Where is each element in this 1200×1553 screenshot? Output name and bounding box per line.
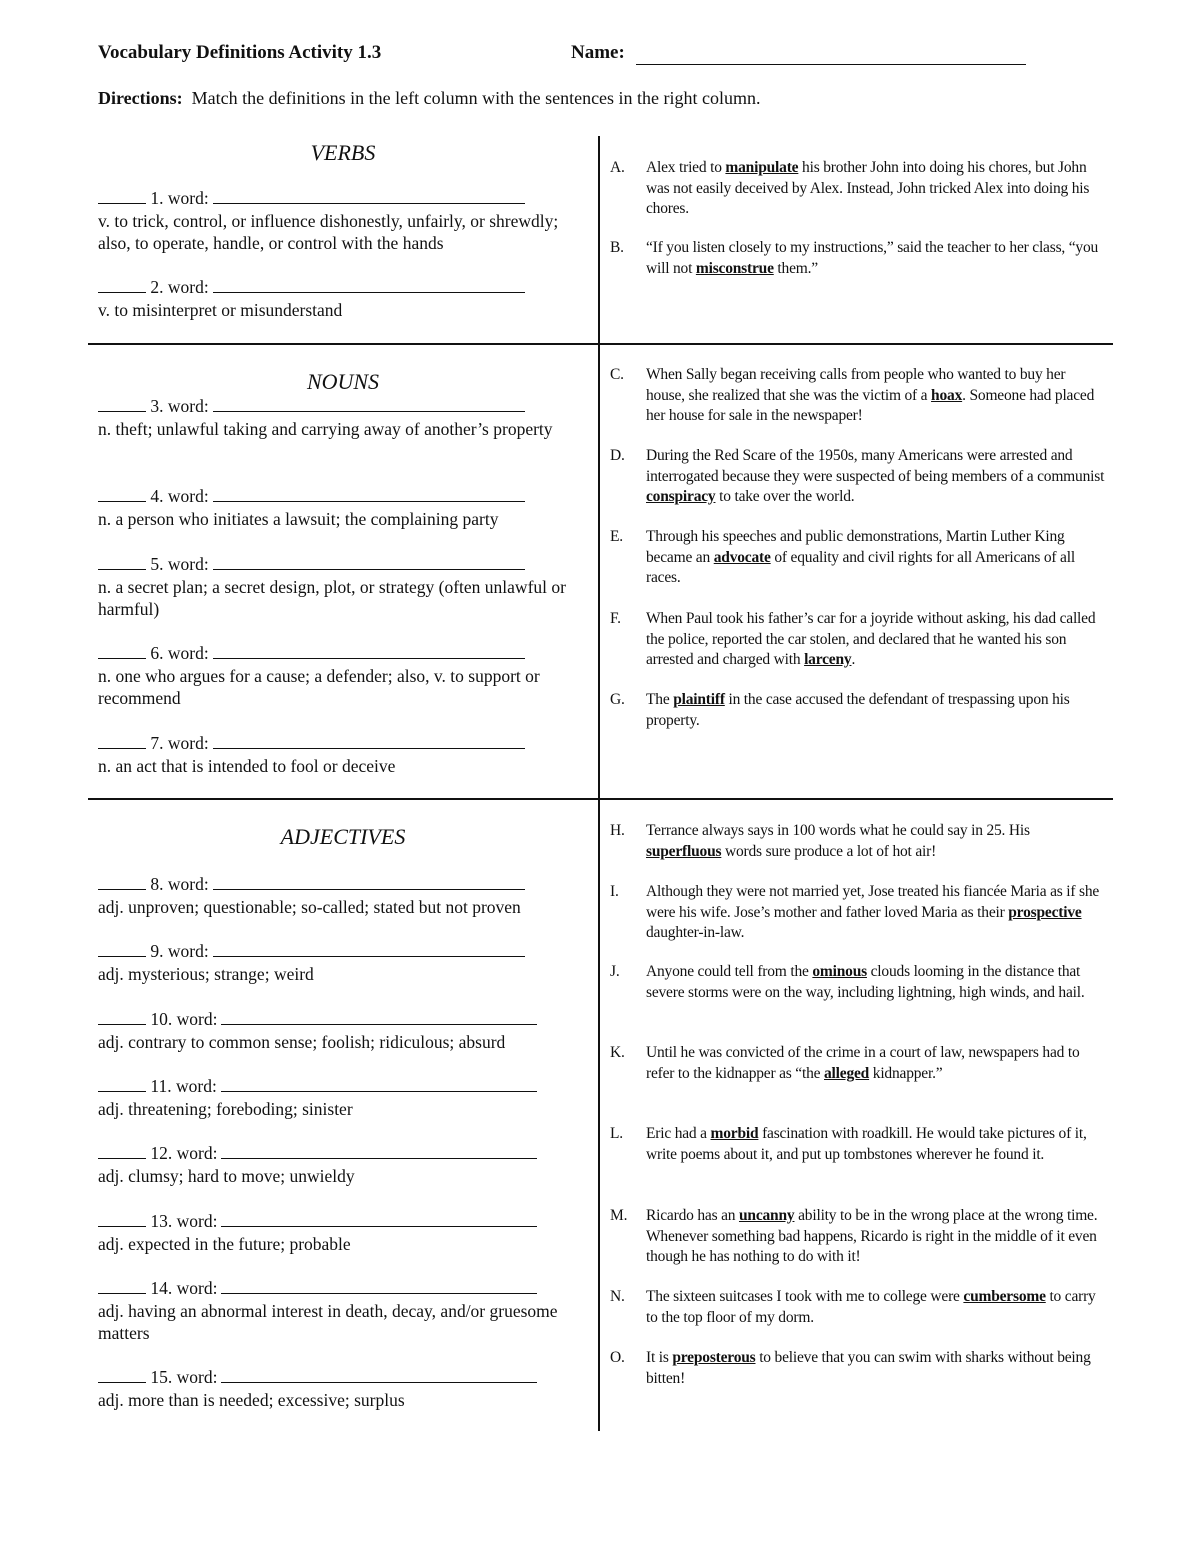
word-label: word: [167,188,209,208]
sentence-item [610,365,1105,427]
definition-item [98,1075,588,1120]
answer-line [98,395,588,418]
item-number: 10. [146,1009,177,1029]
word-blank[interactable] [221,1142,537,1159]
definition-item [98,485,588,530]
sentence-text [646,1348,1105,1389]
sentence-after: to carry to the top floor of my dorm. [646,1288,1096,1326]
sentence-item [610,882,1105,944]
sentence-text [646,821,1105,862]
vocab-term: larceny [804,651,852,668]
definition-text: adj. contrary to common sense; foolish; ridiculous; absurd [98,1031,506,1052]
word-blank[interactable] [213,276,525,293]
vocab-term: prospective [1008,903,1082,921]
sentence-item [610,1287,1105,1328]
definition-text: n. a secret plan; a secret design, plot, or strategy (often unlawful or harmful) [98,576,566,619]
directions-label: Directions: [98,88,183,108]
sentence-text [646,527,1105,589]
sentence-letter: E. [610,528,623,545]
sentence-after: . Someone had placed her house for sale in the newspaper! [646,386,1095,424]
word-blank[interactable] [213,873,525,890]
word-blank[interactable] [213,187,525,204]
item-number: 5. [146,554,168,574]
answer-line [98,642,588,665]
vocab-term: superfluous [646,842,722,860]
sentence-text [646,1043,1105,1084]
sentence-before: During the Red Scare of the 1950s, many Americans were arrested and interrogated because they were suspected of being members of a communist [646,447,1105,485]
answer-line [98,732,588,755]
letter-blank[interactable] [98,1366,146,1383]
definition-text: n. an act that is intended to fool or deceive [98,755,396,776]
letter-blank[interactable] [98,1008,146,1025]
vocab-term: advocate [713,548,771,566]
sentence-letter: C. [610,366,624,383]
heading-adjectives: ADJECTIVES [280,824,406,849]
sentence-before: Terrance always says in 100 words what he could say in 25. His [646,822,1030,839]
word-blank[interactable] [221,1210,537,1227]
sentence-before: Until he was convicted of the crime in a court of law, newspapers had to refer to the kidnapper as “the [646,1044,1080,1082]
definition-item [98,1008,588,1053]
answer-line [98,553,588,576]
sentence-text [646,1287,1105,1328]
section-divider-2 [88,798,1113,800]
vocab-term: manipulate [725,159,799,176]
sentence-before: “If you listen closely to my instructions,” said the teacher to her class, “you will not [646,239,1099,277]
item-number: 7. [146,733,168,753]
answer-line [98,276,588,299]
sentence-after: ability to be in the wrong place at the wrong time. Whenever something bad happens, Ricardo is right in the middle of it even though he has nothing to do with it! [646,1207,1098,1265]
definition-text: adj. having an abnormal interest in death, decay, and/or gruesome matters [98,1300,558,1343]
sentence-letter: K. [610,1044,625,1061]
vocab-term: plaintiff [673,691,725,708]
word-label: word: [176,1211,218,1231]
sentence-item [610,821,1105,862]
name-line [636,64,1026,65]
definition-text: adj. expected in the future; probable [98,1233,351,1254]
sentence-item [610,1124,1105,1165]
word-label: word: [175,1076,217,1096]
item-number: 4. [146,486,168,506]
letter-blank[interactable] [98,1142,146,1159]
sentence-letter: F. [610,610,621,627]
sentence-after: words sure produce a lot of hot air! [721,842,937,860]
directions-text: Match the definitions in the left column with the sentences in the right column. [191,88,761,108]
directions [98,88,761,109]
sentence-before: Eric had a [646,1125,711,1142]
word-blank[interactable] [213,553,525,570]
definition-item [98,395,588,440]
sentence-after: his brother John into doing his chores, but John was not easily deceived by Alex. Instead, John tricked Alex into doing his chores. [646,159,1090,217]
sentence-letter: B. [610,239,624,256]
vocab-term: uncanny [738,1207,795,1224]
definition-item [98,187,588,255]
sentence-before: When Paul took his father’s car for a joyride without asking, his dad called the police, reported the car stolen, and declared that he wanted his son arrested and charged with [646,610,1096,668]
sentence-letter: I. [610,883,619,900]
word-label: word: [167,643,209,663]
letter-blank[interactable] [98,553,146,570]
word-label: word: [167,486,209,506]
answer-line [98,1366,588,1389]
word-blank[interactable] [221,1277,537,1294]
word-blank[interactable] [213,642,525,659]
item-number: 3. [146,396,168,416]
worksheet-title: Vocabulary Definitions Activity 1.3 [98,42,382,63]
definition-text: n. theft; unlawful taking and carrying away of another’s property [98,418,553,439]
vocab-term: cumbersome [963,1288,1046,1305]
definition-text: adj. more than is needed; excessive; surplus [98,1389,405,1410]
word-label: word: [167,874,209,894]
definition-text: v. to trick, control, or influence dishonestly, unfairly, or shrewdly; also, to operate, handle, or control with the hands [98,210,559,253]
sentence-item [610,446,1105,508]
word-label: word: [176,1143,218,1163]
item-number: 1. [146,188,168,208]
definition-text: adj. mysterious; strange; weird [98,963,314,984]
sentence-before: Alex tried to [646,159,726,176]
item-number: 12. [146,1143,177,1163]
vocab-term: conspiracy [646,488,716,505]
letter-blank[interactable] [98,1210,146,1227]
answer-line [98,1075,588,1098]
sentence-after: fascination with roadkill. He would take pictures of it, write poems about it, and put up tombstones wherever he found it. [646,1125,1087,1163]
sentence-before: When Sally began receiving calls from people who wanted to buy her house, she realized that she was the victim of a [646,366,1066,404]
vocab-term: alleged [824,1064,870,1082]
item-number: 8. [146,874,168,894]
letter-blank[interactable] [98,873,146,890]
sentence-before: The [646,691,674,708]
sentence-after: them.” [773,259,818,277]
answer-line [98,187,588,210]
definition-text: adj. threatening; foreboding; sinister [98,1098,353,1119]
sentence-item [610,1206,1105,1268]
sentence-item [610,1348,1105,1389]
sentence-before: Ricardo has an [646,1207,739,1224]
heading-nouns: NOUNS [306,369,380,394]
letter-blank[interactable] [98,1075,146,1092]
item-number: 11. [146,1076,176,1096]
letter-blank[interactable] [98,1277,146,1294]
sentence-letter: N. [610,1288,625,1305]
sentence-after: of equality and civil rights for all Americans of all races. [646,548,1075,586]
vocab-term: misconstrue [695,259,774,277]
word-label: word: [167,554,209,574]
sentence-letter: G. [610,691,625,708]
sentence-text [646,1124,1105,1165]
sentence-before: Through his speeches and public demonstrations, Martin Luther King became an [646,528,1065,566]
definition-item [98,1210,588,1255]
sentence-letter: L. [610,1125,623,1142]
word-blank[interactable] [213,485,525,502]
letter-blank[interactable] [98,276,146,293]
letter-blank[interactable] [98,642,146,659]
letter-blank[interactable] [98,395,146,412]
sentence-after: to take over the world. [715,488,855,505]
item-number: 14. [146,1278,177,1298]
word-label: word: [176,1367,218,1387]
sentence-after: clouds looming in the distance that severe storms were on the way, including lightning, high winds, and hail. [646,963,1085,1001]
item-number: 6. [146,643,168,663]
definition-text: v. to misinterpret or misunderstand [98,299,343,320]
sentence-after: in the case accused the defendant of trespassing upon his property. [646,691,1070,729]
word-blank[interactable] [213,395,525,412]
definition-item [98,642,588,710]
item-number: 2. [146,277,168,297]
sentence-before: Anyone could tell from the [646,963,813,980]
word-blank[interactable] [221,1366,537,1383]
column-divider [598,136,600,1431]
word-blank[interactable] [221,1008,537,1025]
sentence-item [610,238,1105,279]
sentence-item [610,962,1105,1003]
answer-line [98,940,588,963]
vocab-term: preposterous [672,1349,756,1366]
word-label: word: [176,1009,218,1029]
word-label: word: [167,733,209,753]
definition-text: n. a person who initiates a lawsuit; the complaining party [98,508,499,529]
sentence-text [646,158,1105,220]
definition-text: adj. unproven; questionable; so-called; stated but not proven [98,896,521,917]
definition-item [98,1142,588,1187]
item-number: 9. [146,941,168,961]
definition-item [98,1366,588,1411]
sentence-letter: J. [610,963,620,980]
definition-item [98,276,588,321]
answer-line [98,1142,588,1165]
word-label: word: [176,1278,218,1298]
answer-line [98,1277,588,1300]
name-label: Name: [571,42,625,63]
word-blank[interactable] [221,1075,537,1092]
sentence-text [646,446,1105,508]
letter-blank[interactable] [98,187,146,204]
answer-line [98,485,588,508]
item-number: 15. [146,1367,177,1387]
word-blank[interactable] [213,940,525,957]
answer-line [98,1210,588,1233]
sentence-letter: H. [610,822,625,839]
sentence-letter: O. [610,1349,625,1366]
sentence-text [646,365,1105,427]
sentence-letter: D. [610,447,625,464]
sentence-item [610,527,1105,589]
definition-item [98,873,588,918]
sentence-item [610,690,1105,731]
definition-item [98,1277,588,1345]
sentence-text [646,238,1105,279]
sentence-text [646,609,1105,671]
item-number: 13. [146,1211,177,1231]
sentence-after: daughter-in-law. [646,924,745,941]
answer-line [98,1008,588,1031]
word-label: word: [167,941,209,961]
word-label: word: [167,396,209,416]
definition-text: adj. clumsy; hard to move; unwieldy [98,1165,355,1186]
heading-verbs: VERBS [310,140,376,165]
sentence-letter: A. [610,159,625,176]
definition-item [98,732,588,777]
vocab-term: hoax [931,386,963,404]
answer-line [98,873,588,896]
vocab-term: ominous [812,963,867,980]
sentence-before: Although they were not married yet, Jose treated his fiancée Maria as if she were his wife. Jose’s mother and father loved Maria as their [646,883,1100,921]
sentence-item [610,1043,1105,1084]
letter-blank[interactable] [98,485,146,502]
section-divider-1 [88,343,1113,345]
letter-blank[interactable] [98,940,146,957]
definition-item [98,940,588,985]
word-blank[interactable] [213,732,525,749]
word-label: word: [167,277,209,297]
sentence-after: to believe that you can swim with sharks without being bitten! [646,1349,1091,1387]
sentence-text [646,962,1105,1003]
sentence-after: . [851,651,856,668]
sentence-item [610,609,1105,671]
sentence-text [646,1206,1105,1268]
definition-item [98,553,588,621]
definition-text: n. one who argues for a cause; a defender; also, v. to support or recommend [98,665,540,708]
sentence-before: The sixteen suitcases I took with me to college were [646,1288,964,1305]
sentence-item [610,158,1105,220]
sentence-before: It is [646,1349,673,1366]
sentence-letter: M. [610,1207,628,1224]
sentence-text [646,882,1105,944]
letter-blank[interactable] [98,732,146,749]
sentence-after: kidnapper.” [869,1064,943,1082]
vocab-term: morbid [710,1125,759,1142]
sentence-text [646,690,1105,731]
